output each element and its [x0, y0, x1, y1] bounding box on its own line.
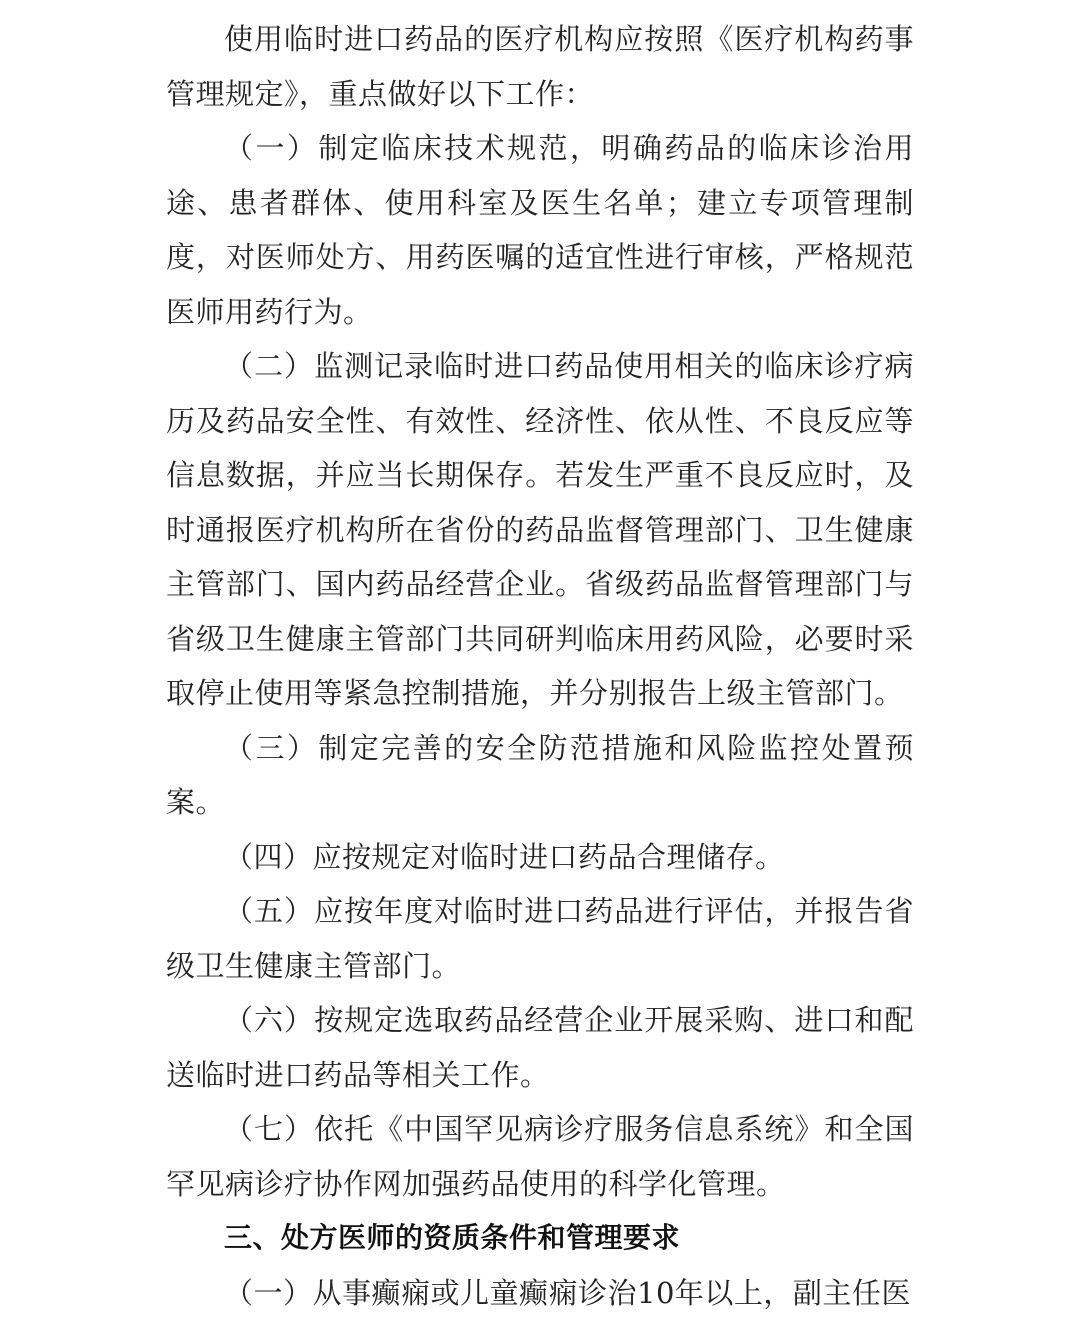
item-1-paragraph: （一）制定临床技术规范，明确药品的临床诊治用途、患者群体、使用科室及医生名单；建立专项管理制度，对医师处方、用药医嘱的适宜性进行审核，严格规范医师用药行为。: [166, 121, 914, 339]
item-2-paragraph: （二）监测记录临时进口药品使用相关的临床诊疗病历及药品安全性、有效性、经济性、依从性、不良反应等信息数据，并应当长期保存。若发生严重不良反应时，及时通报医疗机构所在省份的药品监督管理部门、卫生健康主管部门、国内药品经营企业。省级药品监督管理部门与省级卫生健康主管部门共同研判临床用药风险，必要时采取停止使用等紧急控制措施，并分别报告上级主管部门。: [166, 339, 914, 721]
trailing-paragraph: （一）从事癫痫或儿童癫痫诊治10年以上，副主任医: [166, 1266, 914, 1320]
item-6-paragraph: （六）按规定选取药品经营企业开展采购、进口和配送临时进口药品等相关工作。: [166, 993, 914, 1102]
item-3-paragraph: （三）制定完善的安全防范措施和风险监控处置预案。: [166, 721, 914, 830]
section-heading: 三、处方医师的资质条件和管理要求: [166, 1211, 914, 1266]
item-5-paragraph: （五）应按年度对临时进口药品进行评估，并报告省级卫生健康主管部门。: [166, 884, 914, 993]
item-7-paragraph: （七）依托《中国罕见病诊疗服务信息系统》和全国罕见病诊疗协作网加强药品使用的科学化管理。: [166, 1102, 914, 1211]
item-4-paragraph: （四）应按规定对临时进口药品合理储存。: [166, 830, 914, 885]
intro-paragraph: 使用临时进口药品的医疗机构应按照《医疗机构药事管理规定》，重点做好以下工作：: [166, 12, 914, 121]
document-body: [166, 12, 914, 1320]
